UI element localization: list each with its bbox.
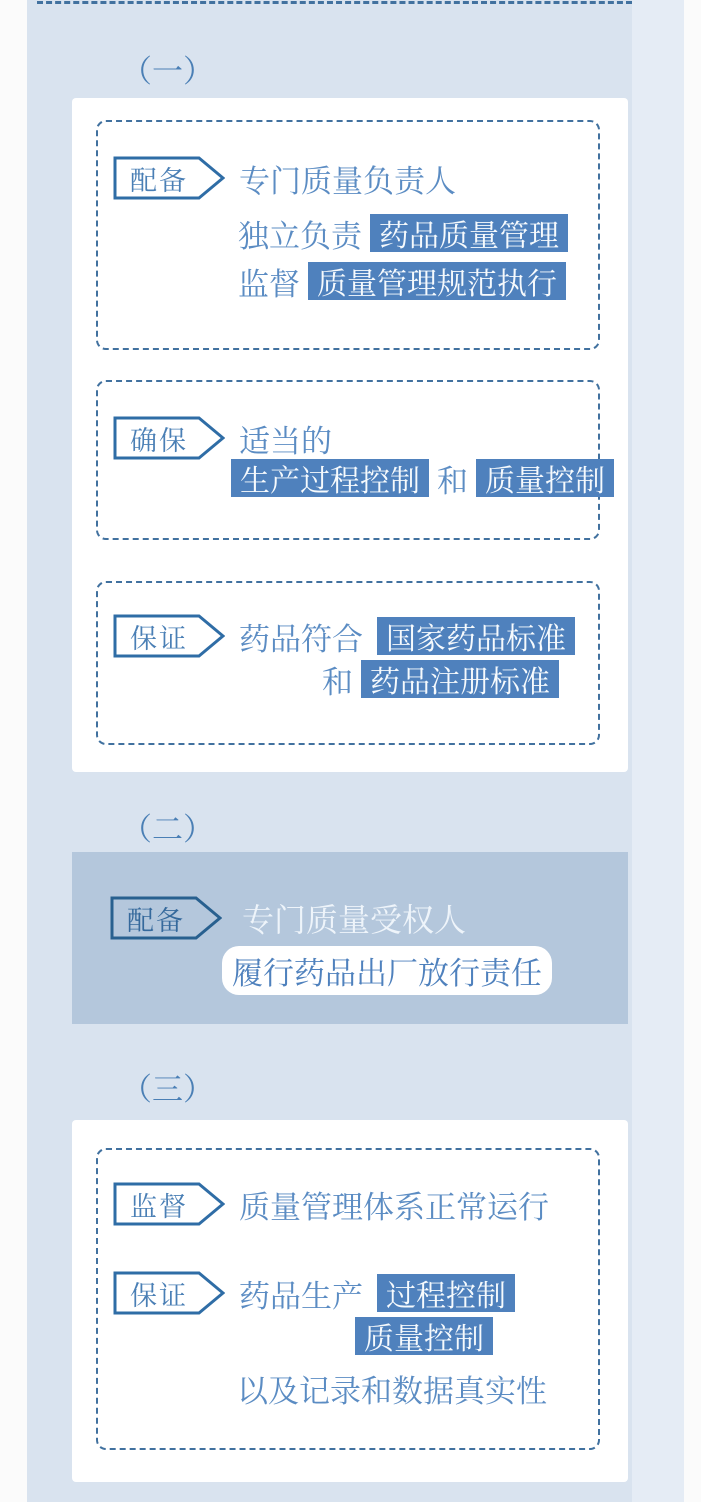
item-text: 专门质量负责人 — [239, 163, 456, 199]
section-1-item-1-box — [96, 120, 600, 350]
arrow-tag-baozheng — [113, 1271, 225, 1315]
section-3-box — [96, 1148, 600, 1450]
item-row — [238, 261, 566, 301]
item-text: 药品符合 — [239, 621, 363, 657]
arrow-tag-label: 配备 — [130, 165, 188, 196]
item-row — [322, 659, 559, 699]
item-row — [237, 1368, 547, 1408]
highlight-box: 质量控制 — [476, 459, 614, 497]
rounded-pill: 履行药品出厂放行责任 — [222, 946, 552, 995]
item-row — [113, 614, 575, 658]
arrow-tag-peibei — [113, 156, 225, 200]
section-1-number: （一） — [121, 54, 214, 89]
highlight-box: 药品注册标准 — [361, 660, 559, 698]
item-row — [113, 156, 456, 200]
section-1-card — [72, 98, 628, 772]
arrow-tag-label: 监督 — [130, 1191, 188, 1222]
item-text: 以及记录和数据真实性 — [237, 1373, 547, 1409]
section-2-number: （二） — [121, 812, 214, 847]
item-text: 适当的 — [239, 423, 332, 459]
highlight-box: 国家药品标准 — [377, 617, 575, 655]
item-text: 和 — [322, 664, 353, 700]
item-text: 和 — [437, 463, 468, 499]
arrow-tag-quebao — [113, 416, 225, 460]
top-dashed-divider — [37, 1, 632, 4]
arrow-tag-label: 保证 — [130, 1280, 188, 1311]
item-row — [238, 213, 568, 253]
item-text: 独立负责 — [238, 218, 362, 254]
section-1-item-2-box — [96, 380, 605, 540]
item-text: 质量管理体系正常运行 — [239, 1189, 549, 1225]
item-text: 药品生产 — [239, 1278, 363, 1314]
arrow-tag-baozheng — [113, 614, 225, 658]
item-text: 监督 — [238, 266, 300, 302]
highlight-box: 药品质量管理 — [370, 214, 568, 252]
arrow-tag-jiandu — [113, 1182, 225, 1226]
background-right-strip — [632, 0, 684, 1502]
section-3-card — [72, 1120, 628, 1482]
item-row — [113, 416, 332, 460]
item-row — [113, 1182, 549, 1226]
item-row — [231, 458, 614, 498]
highlight-box: 过程控制 — [377, 1274, 515, 1312]
item-row — [110, 896, 466, 940]
highlight-box: 质量控制 — [355, 1317, 493, 1355]
item-row — [113, 1271, 515, 1315]
arrow-tag-peibei — [110, 896, 222, 940]
section-2-panel — [72, 852, 628, 1024]
arrow-tag-label: 确保 — [130, 425, 188, 456]
item-row — [355, 1316, 493, 1356]
section-1-item-3-box — [96, 581, 600, 745]
arrow-tag-label: 保证 — [130, 623, 188, 654]
highlight-box: 生产过程控制 — [231, 459, 429, 497]
item-text: 专门质量受权人 — [242, 902, 467, 938]
section-3-number: （三） — [121, 1072, 214, 1107]
highlight-box: 质量管理规范执行 — [308, 262, 566, 300]
arrow-tag-label: 配备 — [127, 905, 185, 936]
